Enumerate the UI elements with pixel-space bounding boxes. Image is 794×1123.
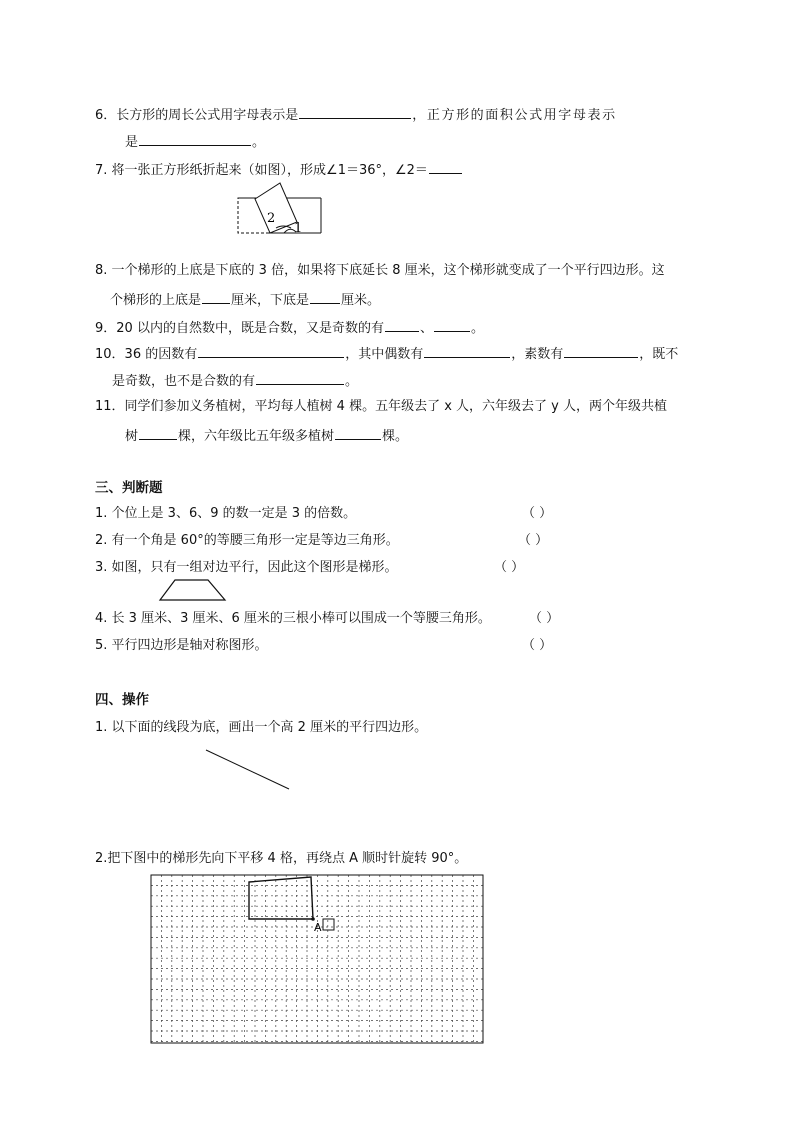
- q6-text-c: 是: [125, 135, 139, 150]
- grid-border: [151, 875, 483, 1043]
- right-angle-marker: [323, 919, 334, 930]
- q8-text-d: 厘米。: [341, 293, 381, 308]
- q11-text-d: 棵。: [382, 429, 409, 444]
- q11-text-c: 棵，六年级比五年级多植树: [178, 429, 335, 444]
- q10-text-d: ，既不: [639, 347, 679, 362]
- point-a-label: A: [314, 921, 322, 934]
- q6-text-b: ，正方形的面积公式用字母表示: [412, 108, 617, 123]
- angle-1-label: 1: [294, 221, 303, 236]
- operate-section-title: 四、操作: [95, 692, 149, 708]
- q10-text-a: 10．36 的因数有: [95, 347, 198, 362]
- judge-item-2: 2. 有一个角是 60°的等腰三角形一定是等边三角形。: [95, 533, 399, 548]
- q9-text-a: 9．20 以内的自然数中，既是合数，又是奇数的有: [95, 321, 384, 336]
- q8-text-c: 厘米，下底是: [231, 293, 310, 308]
- dashed-grid: [151, 875, 483, 1043]
- judge-section-title: 三、判断题: [95, 480, 163, 496]
- operate-question-2: 2.把下图中的梯形先向下平移 4 格，再绕点 A 顺时针旋转 90°。: [95, 851, 468, 866]
- judge-item-3: 3. 如图，只有一组对边平行，因此这个图形是梯形。: [95, 560, 398, 575]
- q8-text-b: 个梯形的上底是: [110, 293, 202, 308]
- judge-item-5: 5. 平行四边形是轴对称图形。: [95, 638, 268, 653]
- q10-text-b: ，其中偶数有: [345, 347, 424, 362]
- judge-paren-4[interactable]: （ ）: [529, 611, 560, 626]
- q11-text-b: 树: [125, 429, 139, 444]
- q10-text-e: 是奇数，也不是合数的有: [112, 374, 256, 389]
- q10-text-c: ，素数有: [511, 347, 564, 362]
- q8-text-a: 8. 一个梯形的上底是下底的 3 倍，如果将下底延长 8 厘米，这个梯形就变成了一个平行四边形。这: [95, 263, 665, 278]
- judge-paren-3[interactable]: （ ）: [494, 560, 525, 575]
- q9-text-c: 。: [470, 321, 484, 336]
- operate-question-1: 1. 以下面的线段为底，画出一个高 2 厘米的平行四边形。: [95, 720, 428, 735]
- q6-text-a: 6．长方形的周长公式用字母表示是: [95, 108, 299, 123]
- q11-text-a: 11．同学们参加义务植树，平均每人植树 4 棵。五年级去了 x 人，六年级去了 y 人，两个年级共植: [95, 399, 667, 414]
- q7-text-a: 7. 将一张正方形纸折起来（如图），形成∠1＝36°，∠2＝: [95, 163, 428, 178]
- judge-paren-2[interactable]: （ ）: [518, 533, 549, 548]
- angle-2-label: 2: [267, 211, 276, 226]
- judge-item-4: 4. 长 3 厘米、3 厘米、6 厘米的三根小棒可以围成一个等腰三角形。: [95, 611, 491, 626]
- q9-text-b: 、: [419, 321, 433, 336]
- q10-text-f: 。: [345, 374, 359, 389]
- grid-trapezoid[interactable]: [249, 877, 313, 919]
- judge-paren-1[interactable]: （ ）: [522, 506, 553, 521]
- judge-paren-5[interactable]: （ ）: [522, 638, 553, 653]
- q6-text-d: 。: [252, 135, 266, 150]
- judge-item-1: 1. 个位上是 3、6、9 的数一定是 3 的倍数。: [95, 506, 357, 521]
